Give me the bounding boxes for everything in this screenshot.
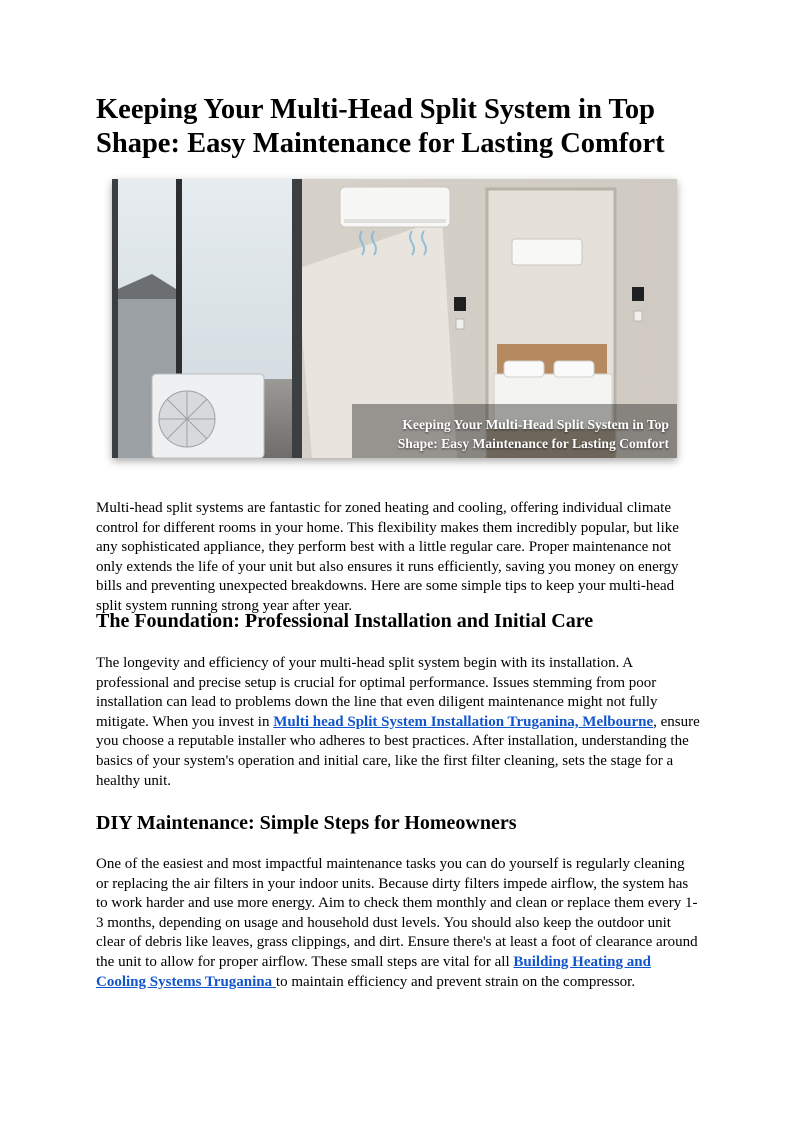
section1-paragraph [96,654,700,791]
heating-cooling-link[interactable]: Building Heating and Cooling Systems Truganina [96,953,651,990]
section1-heading: The Foundation: Professional Installation and Initial Care [96,610,594,632]
section2-heading: DIY Maintenance: Simple Steps for Homeowners [96,812,517,834]
section2-paragraph [96,855,700,992]
section1-text-before: The longevity and efficiency of your multi-head split system begin with its installation. A professional and precise setup is crucial for optimal performance. Issues stemming from poor installation can lead to problems down the line that even diligent maintenance might not fully mitigate. When you invest in [96,655,658,730]
installation-link[interactable]: Multi head Split System Installation Truganina, Melbourne [273,713,654,730]
intro-paragraph: Multi-head split systems are fantastic for zoned heating and cooling, offering individual climate control for different rooms in your home. This flexibility makes them incredibly popular, but like any sophisticated appliance, they perform best with a little regular care. Proper maintenance not only extends the life of your unit but also ensures it runs efficiently, saving you money on energy bills and preventing unexpected breakdowns. Here are some simple tips to keep your multi-head split system running strong year after year. [96,500,679,614]
article-title: Keeping Your Multi-Head Split System in Top Shape: Easy Maintenance for Lasting Comfort [96,94,665,159]
section2-text-after: to maintain efficiency and prevent strain on the compressor. [275,973,636,990]
hero-caption-line2: Shape: Easy Maintenance for Lasting Comfort [397,436,669,451]
hero-image [112,179,677,458]
section2-text-before: One of the easiest and most impactful maintenance tasks you can do yourself is regularly cleaning or replacing the air filters in your indoor units. Because dirty filters impede airflow, the system has to work harder and use more energy. Aim to check them monthly and clean or replace them every 1-3 months, depending on usage and household dust levels. You should also keep the outdoor unit clear of debris like leaves, grass clippings, and dirt. Ensure there's at least a foot of clearance around the unit to allow for proper airflow. These small steps are vital for all [96,856,698,970]
hero-caption [398,415,669,453]
hero-caption-line1: Keeping Your Multi-Head Split System in Top [402,417,669,432]
section1-text-after: , ensure you choose a reputable installer who adheres to best practices. After installation, understanding the basics of your system's operation and initial care, like the first filter cleaning, sets the stage for a healthy unit. [96,713,700,789]
